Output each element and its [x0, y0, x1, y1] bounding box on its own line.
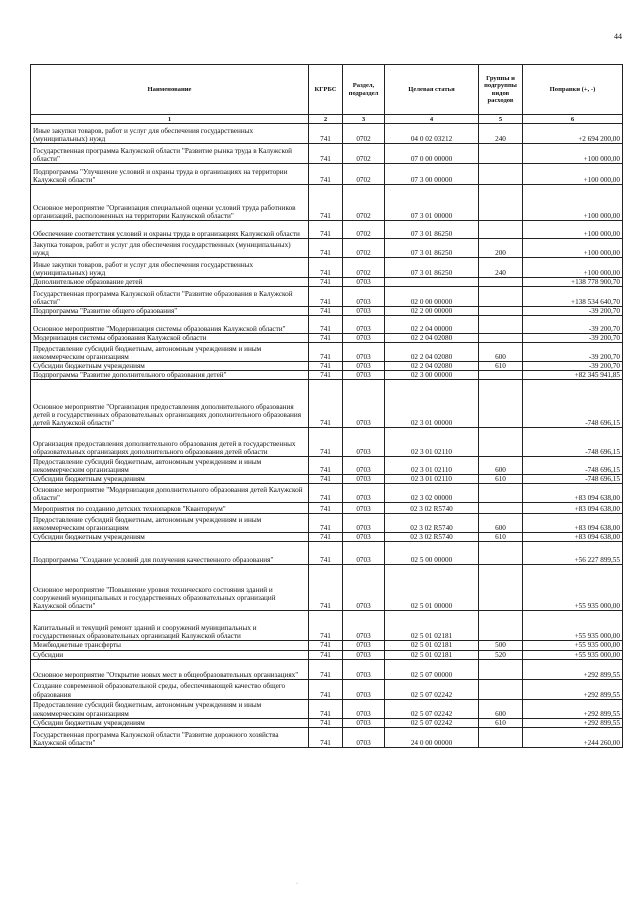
cell-group [479, 185, 523, 221]
cell-section: 0702 [343, 221, 385, 239]
cell-kgrbs: 741 [309, 371, 343, 380]
cell-article: 02 5 07 02242 [385, 699, 479, 718]
cell-kgrbs: 741 [309, 484, 343, 503]
table-row [31, 475, 623, 484]
index-cell: 3 [343, 115, 385, 124]
cell-group [479, 428, 523, 457]
cell-kgrbs: 741 [309, 533, 343, 542]
table-row [31, 124, 623, 144]
cell-amount: -39 200,70 [523, 362, 623, 371]
table-row [31, 287, 623, 307]
table-row [31, 542, 623, 565]
cell-article: 02 5 07 02242 [385, 679, 479, 699]
cell-amount: +55 935 000,00 [523, 641, 623, 650]
cell-article: 02 3 01 02110 [385, 428, 479, 457]
cell-group: 520 [479, 650, 523, 659]
cell-group [479, 542, 523, 565]
cell-name: Капитальный и текущий ремонт зданий и сооружений муниципальных и государственных образовательных организаций Калужской области [31, 611, 309, 641]
cell-name: Основное мероприятие "Повышение уровня технического состояния зданий и сооружений муниципальных и государственных образовательных организаций Калужской области" [31, 565, 309, 611]
cell-article: 07 3 00 00000 [385, 164, 479, 185]
cell-name: Государственная программа Калужской области "Развитие дорожного хозяйства Калужской области" [31, 727, 309, 747]
table-row [31, 278, 623, 287]
cell-article: 24 0 00 00000 [385, 727, 479, 747]
cell-amount: +100 000,00 [523, 164, 623, 185]
cell-article: 02 2 04 02080 [385, 343, 479, 362]
cell-kgrbs: 741 [309, 428, 343, 457]
header-section: Раздел, подраздел [343, 65, 385, 115]
cell-name: Подпрограмма "Развитие общего образования" [31, 307, 309, 316]
cell-group [479, 371, 523, 380]
header-article: Целевая статья [385, 65, 479, 115]
cell-group [479, 565, 523, 611]
cell-article: 02 5 01 02181 [385, 641, 479, 650]
table-row [31, 641, 623, 650]
cell-name: Основное мероприятие "Модернизация дополнительного образования детей Калужской области" [31, 484, 309, 503]
cell-name: Создание современной образовательной среды, обеспечивающей качество общего образования [31, 679, 309, 699]
cell-section: 0703 [343, 428, 385, 457]
cell-group [479, 659, 523, 679]
cell-group: 610 [479, 362, 523, 371]
cell-amount: +55 935 000,00 [523, 565, 623, 611]
cell-amount: -39 200,70 [523, 334, 623, 343]
cell-name: Подпрограмма "Создание условий для получения качественного образования" [31, 542, 309, 565]
cell-article [385, 278, 479, 287]
table-index-row [31, 115, 623, 124]
cell-article: 02 3 01 00000 [385, 380, 479, 428]
table-header-row [31, 65, 623, 115]
table-row [31, 611, 623, 641]
cell-section: 0703 [343, 718, 385, 727]
table-row [31, 484, 623, 503]
cell-amount: +56 227 899,55 [523, 542, 623, 565]
index-cell: 6 [523, 115, 623, 124]
header-group: Группы и подгруппы видов расходов [479, 65, 523, 115]
cell-amount: +100 000,00 [523, 185, 623, 221]
cell-amount: -39 200,70 [523, 343, 623, 362]
cell-section: 0703 [343, 287, 385, 307]
table-row [31, 650, 623, 659]
cell-amount: +55 935 000,00 [523, 650, 623, 659]
cell-group [479, 727, 523, 747]
cell-amount: +2 694 200,00 [523, 124, 623, 144]
cell-kgrbs: 741 [309, 258, 343, 278]
header-kgrbs: КГРБС [309, 65, 343, 115]
cell-kgrbs: 741 [309, 650, 343, 659]
table-row [31, 371, 623, 380]
cell-group [479, 503, 523, 514]
cell-kgrbs: 741 [309, 316, 343, 334]
cell-kgrbs: 741 [309, 144, 343, 164]
cell-article: 02 3 02 R5740 [385, 503, 479, 514]
cell-group [479, 316, 523, 334]
cell-group: 600 [479, 699, 523, 718]
cell-section: 0702 [343, 164, 385, 185]
budget-amendments-table [30, 64, 623, 748]
cell-amount: -39 200,70 [523, 307, 623, 316]
cell-article: 02 5 01 02181 [385, 650, 479, 659]
cell-kgrbs: 741 [309, 718, 343, 727]
cell-article: 02 2 04 02080 [385, 334, 479, 343]
cell-amount: +292 899,55 [523, 718, 623, 727]
cell-section: 0703 [343, 679, 385, 699]
cell-name: Организация предоставления дополнительного образования детей в государственных образовательных организациях дополнительного образования детей области [31, 428, 309, 457]
cell-kgrbs: 741 [309, 334, 343, 343]
cell-amount: +83 094 638,00 [523, 514, 623, 533]
table-row [31, 699, 623, 718]
cell-kgrbs: 741 [309, 307, 343, 316]
cell-section: 0703 [343, 533, 385, 542]
table-row [31, 221, 623, 239]
cell-article: 02 0 00 00000 [385, 287, 479, 307]
cell-kgrbs: 741 [309, 565, 343, 611]
cell-group [479, 334, 523, 343]
cell-section: 0702 [343, 144, 385, 164]
cell-group [479, 611, 523, 641]
index-cell: 2 [309, 115, 343, 124]
table-row [31, 307, 623, 316]
cell-amount: -748 696,15 [523, 428, 623, 457]
cell-name: Закупка товаров, работ и услуг для обеспечения государственных (муниципальных) нужд [31, 239, 309, 258]
table-row [31, 362, 623, 371]
cell-kgrbs: 741 [309, 503, 343, 514]
cell-amount: -748 696,15 [523, 457, 623, 475]
cell-kgrbs: 741 [309, 611, 343, 641]
cell-article: 02 3 01 02110 [385, 475, 479, 484]
table-row [31, 457, 623, 475]
cell-amount: +100 000,00 [523, 144, 623, 164]
cell-amount: +100 000,00 [523, 239, 623, 258]
cell-name: Иные закупки товаров, работ и услуг для обеспечения государственных (муниципальных) нужд [31, 258, 309, 278]
cell-kgrbs: 741 [309, 287, 343, 307]
cell-article: 07 3 01 00000 [385, 185, 479, 221]
cell-name: Государственная программа Калужской области "Развитие образования в Калужской области" [31, 287, 309, 307]
cell-group: 610 [479, 718, 523, 727]
cell-name: Предоставление субсидий бюджетным, автономным учреждениям и иным некоммерческим организациям [31, 699, 309, 718]
cell-article: 02 2 00 00000 [385, 307, 479, 316]
cell-group [479, 144, 523, 164]
table-row [31, 533, 623, 542]
table-row [31, 727, 623, 747]
index-cell: 1 [31, 115, 309, 124]
table-row [31, 144, 623, 164]
cell-kgrbs: 741 [309, 475, 343, 484]
cell-article: 02 5 01 00000 [385, 565, 479, 611]
cell-group [479, 307, 523, 316]
cell-article: 07 3 01 86250 [385, 239, 479, 258]
cell-article: 02 3 02 00000 [385, 484, 479, 503]
cell-group [479, 287, 523, 307]
cell-name: Основное мероприятие "Организация специальной оценки условий труда работников организаций, расположенных на территории Калужской области" [31, 185, 309, 221]
cell-group: 600 [479, 343, 523, 362]
cell-section: 0702 [343, 239, 385, 258]
cell-section: 0703 [343, 641, 385, 650]
cell-amount: +82 345 941,85 [523, 371, 623, 380]
table-row [31, 258, 623, 278]
table-row [31, 164, 623, 185]
cell-section: 0703 [343, 334, 385, 343]
cell-name: Субсидии бюджетным учреждениям [31, 362, 309, 371]
cell-article: 02 5 07 00000 [385, 659, 479, 679]
cell-article: 02 2 04 02080 [385, 362, 479, 371]
cell-kgrbs: 741 [309, 457, 343, 475]
cell-name: Основное мероприятие "Модернизация системы образования Калужской области" [31, 316, 309, 334]
cell-name: Подпрограмма "Улучшение условий и охраны труда в организациях на территории Калужской области" [31, 164, 309, 185]
cell-amount: +100 000,00 [523, 258, 623, 278]
cell-amount: +292 899,55 [523, 699, 623, 718]
cell-section: 0703 [343, 307, 385, 316]
cell-kgrbs: 741 [309, 124, 343, 144]
cell-amount: +244 260,00 [523, 727, 623, 747]
cell-name: Подпрограмма "Развитие дополнительного образования детей" [31, 371, 309, 380]
cell-section: 0702 [343, 124, 385, 144]
cell-amount: +83 094 638,00 [523, 484, 623, 503]
table-row [31, 316, 623, 334]
cell-group: 500 [479, 641, 523, 650]
cell-name: Основное мероприятие "Открытие новых мест в общеобразовательных организациях" [31, 659, 309, 679]
table-row [31, 718, 623, 727]
cell-name: Иные закупки товаров, работ и услуг для обеспечения государственных (муниципальных) нужд [31, 124, 309, 144]
cell-group [479, 679, 523, 699]
cell-name: Межбюджетные трансферты [31, 641, 309, 650]
cell-kgrbs: 741 [309, 362, 343, 371]
cell-kgrbs: 741 [309, 542, 343, 565]
cell-name: Предоставление субсидий бюджетным, автономным учреждениям и иным некоммерческим организациям [31, 343, 309, 362]
cell-amount: +55 935 000,00 [523, 611, 623, 641]
cell-group: 240 [479, 258, 523, 278]
cell-amount: +292 899,55 [523, 679, 623, 699]
cell-amount: +292 899,55 [523, 659, 623, 679]
cell-amount: +83 094 638,00 [523, 533, 623, 542]
cell-amount: -748 696,15 [523, 380, 623, 428]
cell-name: Основное мероприятие "Организация предоставления дополнительного образования детей в государственных образовательных организациях дополнительного образования детей Калужской области" [31, 380, 309, 428]
cell-group [479, 164, 523, 185]
index-cell: 4 [385, 115, 479, 124]
cell-kgrbs: 741 [309, 679, 343, 699]
cell-article: 07 3 01 86250 [385, 221, 479, 239]
cell-section: 0702 [343, 258, 385, 278]
cell-article: 07 0 00 00000 [385, 144, 479, 164]
cell-amount: -748 696,15 [523, 475, 623, 484]
cell-kgrbs: 741 [309, 185, 343, 221]
cell-section: 0703 [343, 565, 385, 611]
cell-amount: +100 000,00 [523, 221, 623, 239]
cell-name: Предоставление субсидий бюджетным, автономным учреждениям и иным некоммерческим организациям [31, 514, 309, 533]
cell-group [479, 278, 523, 287]
cell-name: Дополнительное образование детей [31, 278, 309, 287]
table-row [31, 343, 623, 362]
cell-name: Модернизация системы образования Калужской области [31, 334, 309, 343]
cell-kgrbs: 741 [309, 380, 343, 428]
page-number: 44 [614, 32, 622, 41]
cell-kgrbs: 741 [309, 221, 343, 239]
table-row [31, 185, 623, 221]
cell-group: 610 [479, 533, 523, 542]
cell-name: Предоставление субсидий бюджетным, автономным учреждениям и иным некоммерческим организациям [31, 457, 309, 475]
cell-group: 200 [479, 239, 523, 258]
table-row [31, 514, 623, 533]
table-row [31, 239, 623, 258]
cell-kgrbs: 741 [309, 514, 343, 533]
cell-section: 0703 [343, 380, 385, 428]
cell-article: 02 5 01 02181 [385, 611, 479, 641]
cell-amount: +83 094 638,00 [523, 503, 623, 514]
cell-section: 0703 [343, 278, 385, 287]
cell-section: 0703 [343, 659, 385, 679]
table-row [31, 334, 623, 343]
cell-article: 02 2 04 00000 [385, 316, 479, 334]
cell-group: 240 [479, 124, 523, 144]
cell-group [479, 221, 523, 239]
cell-kgrbs: 741 [309, 343, 343, 362]
cell-kgrbs: 741 [309, 659, 343, 679]
cell-name: Государственная программа Калужской области "Развитие рынка труда в Калужской области" [31, 144, 309, 164]
header-amendments: Поправки (+, -) [523, 65, 623, 115]
table-row [31, 428, 623, 457]
cell-section: 0703 [343, 316, 385, 334]
cell-group: 610 [479, 475, 523, 484]
cell-name: Субсидии бюджетным учреждениям [31, 718, 309, 727]
index-cell: 5 [479, 115, 523, 124]
cell-section: 0703 [343, 542, 385, 565]
cell-article: 02 3 01 02110 [385, 457, 479, 475]
cell-name: Субсидии [31, 650, 309, 659]
cell-section: 0703 [343, 457, 385, 475]
cell-kgrbs: 741 [309, 727, 343, 747]
cell-name: Субсидии бюджетным учреждениям [31, 533, 309, 542]
cell-section: 0703 [343, 699, 385, 718]
cell-group: 600 [479, 514, 523, 533]
cell-kgrbs: 741 [309, 699, 343, 718]
table-row [31, 380, 623, 428]
cell-kgrbs: 741 [309, 641, 343, 650]
cell-article: 02 3 02 R5740 [385, 533, 479, 542]
cell-name: Субсидии бюджетным учреждениям [31, 475, 309, 484]
cell-name: Мероприятия по созданию детских технопарков "Кванториум" [31, 503, 309, 514]
cell-section: 0703 [343, 727, 385, 747]
cell-group [479, 380, 523, 428]
cell-kgrbs: 741 [309, 164, 343, 185]
cell-section: 0703 [343, 514, 385, 533]
table-row [31, 503, 623, 514]
cell-article: 02 3 00 00000 [385, 371, 479, 380]
cell-article: 02 5 00 00000 [385, 542, 479, 565]
page-footer-mark: · [296, 881, 298, 887]
table-row [31, 679, 623, 699]
cell-section: 0703 [343, 650, 385, 659]
cell-article: 07 3 01 86250 [385, 258, 479, 278]
cell-article: 02 3 02 R5740 [385, 514, 479, 533]
cell-article: 04 0 02 03212 [385, 124, 479, 144]
cell-kgrbs: 741 [309, 278, 343, 287]
cell-section: 0703 [343, 503, 385, 514]
cell-section: 0703 [343, 362, 385, 371]
cell-group [479, 484, 523, 503]
cell-section: 0703 [343, 475, 385, 484]
cell-amount: +138 778 900,70 [523, 278, 623, 287]
table-row [31, 565, 623, 611]
cell-amount: +138 534 640,70 [523, 287, 623, 307]
cell-section: 0703 [343, 371, 385, 380]
cell-section: 0702 [343, 185, 385, 221]
cell-section: 0703 [343, 343, 385, 362]
cell-section: 0703 [343, 611, 385, 641]
header-name: Наименование [31, 65, 309, 115]
cell-name: Обеспечение соответствия условий и охраны труда в организациях Калужской области [31, 221, 309, 239]
cell-group: 600 [479, 457, 523, 475]
cell-amount: -39 200,70 [523, 316, 623, 334]
cell-kgrbs: 741 [309, 239, 343, 258]
table-row [31, 659, 623, 679]
cell-article: 02 5 07 02242 [385, 718, 479, 727]
cell-section: 0703 [343, 484, 385, 503]
